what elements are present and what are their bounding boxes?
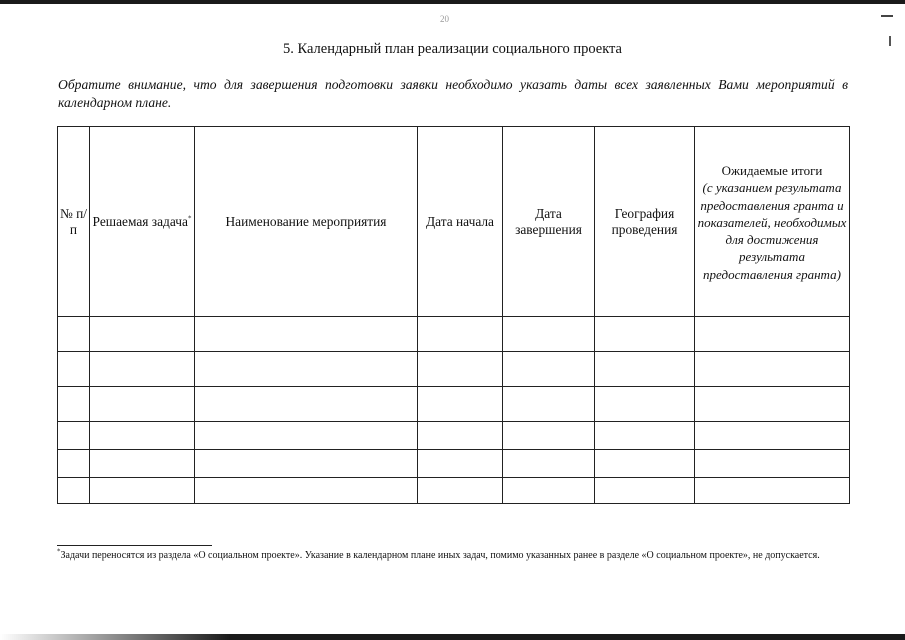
scan-edge-top xyxy=(0,0,905,4)
scan-edge-bottom xyxy=(0,634,905,640)
table-cell[interactable] xyxy=(418,450,503,478)
table-cell[interactable] xyxy=(90,317,195,352)
table-cell[interactable] xyxy=(503,387,595,422)
table-cell[interactable] xyxy=(195,478,418,504)
table-cell[interactable] xyxy=(595,450,695,478)
header-task-label: Решаемая задача xyxy=(92,213,188,229)
header-geo-label: География проведения xyxy=(611,205,678,237)
table-cell[interactable] xyxy=(195,422,418,450)
table-row xyxy=(58,387,850,422)
table-cell[interactable] xyxy=(90,478,195,504)
table-cell[interactable] xyxy=(58,317,90,352)
table-row xyxy=(58,317,850,352)
footnote xyxy=(57,549,857,564)
table-cell[interactable] xyxy=(595,387,695,422)
header-results-note: (с указанием результата предоставления гранта и показателей, необходимых для достижения результата предоставления гранта) xyxy=(697,180,847,282)
table-cell[interactable] xyxy=(595,478,695,504)
header-num xyxy=(58,127,90,317)
table-cell[interactable] xyxy=(195,387,418,422)
header-start-date xyxy=(418,127,503,317)
scan-edge-fade xyxy=(0,634,230,640)
table-header-row xyxy=(58,127,850,317)
table-cell[interactable] xyxy=(695,450,850,478)
header-event-label: Наименование мероприятия xyxy=(225,213,387,229)
table-cell[interactable] xyxy=(695,478,850,504)
table-cell[interactable] xyxy=(58,352,90,387)
table-cell[interactable] xyxy=(58,387,90,422)
table-cell[interactable] xyxy=(595,352,695,387)
header-expected-results xyxy=(695,127,850,317)
table-row xyxy=(58,450,850,478)
header-geography xyxy=(595,127,695,317)
header-event xyxy=(195,127,418,317)
table-cell[interactable] xyxy=(595,422,695,450)
table-cell[interactable] xyxy=(58,422,90,450)
calendar-plan-table xyxy=(57,126,850,504)
table-cell[interactable] xyxy=(195,317,418,352)
table-row xyxy=(58,352,850,387)
table-cell[interactable] xyxy=(695,422,850,450)
table-cell[interactable] xyxy=(195,450,418,478)
table-cell[interactable] xyxy=(418,478,503,504)
table-cell[interactable] xyxy=(418,352,503,387)
table-cell[interactable] xyxy=(418,422,503,450)
page-number: 20 xyxy=(440,14,449,24)
section-title: 5. Календарный план реализации социального проекта xyxy=(283,41,622,57)
table-cell[interactable] xyxy=(503,317,595,352)
header-end-label: Дата завершения xyxy=(515,205,582,237)
header-start-label: Дата начала xyxy=(425,213,495,229)
header-task xyxy=(90,127,195,317)
table-cell[interactable] xyxy=(695,352,850,387)
table-cell[interactable] xyxy=(695,317,850,352)
table-cell[interactable] xyxy=(695,387,850,422)
scan-artifact xyxy=(881,15,893,17)
table-cell[interactable] xyxy=(503,450,595,478)
table-cell[interactable] xyxy=(503,478,595,504)
table-cell[interactable] xyxy=(418,317,503,352)
footnote-text: Задачи переносятся из раздела «О социальном проекте». Указание в календарном плане иных задач, помимо указанных ранее в разделе «О социальном проекте», не допускается. xyxy=(60,550,820,561)
footnote-mark: * xyxy=(187,214,192,223)
notice-text: Обратите внимание, что для завершения подготовки заявки необходимо указать даты всех заявленных Вами мероприятий в календарном плане. xyxy=(58,77,848,110)
footnote-divider xyxy=(57,545,212,546)
table-cell[interactable] xyxy=(58,478,90,504)
table-row xyxy=(58,478,850,504)
table-cell[interactable] xyxy=(595,317,695,352)
table-cell[interactable] xyxy=(503,422,595,450)
table-cell[interactable] xyxy=(58,450,90,478)
table-cell[interactable] xyxy=(418,387,503,422)
footnote-mark: * xyxy=(57,547,61,556)
table-cell[interactable] xyxy=(90,422,195,450)
table-cell[interactable] xyxy=(503,352,595,387)
header-num-label: № п/п xyxy=(59,205,87,237)
table-cell[interactable] xyxy=(195,352,418,387)
table-cell[interactable] xyxy=(90,352,195,387)
table-cell[interactable] xyxy=(90,450,195,478)
header-results-title: Ожидаемые итоги xyxy=(721,162,823,178)
header-end-date xyxy=(503,127,595,317)
table-row xyxy=(58,422,850,450)
table-cell[interactable] xyxy=(90,387,195,422)
